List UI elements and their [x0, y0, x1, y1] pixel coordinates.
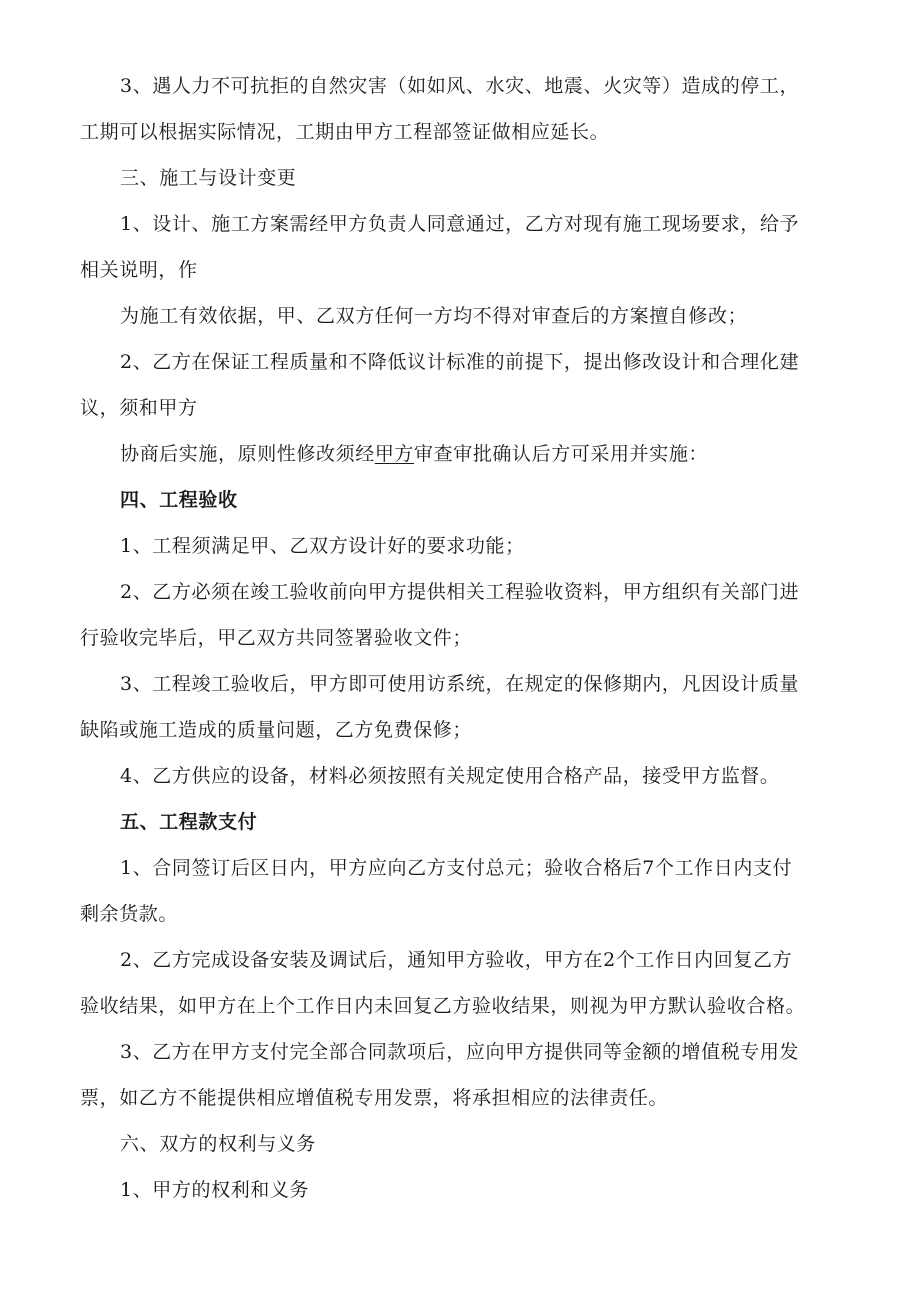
acceptance-clause-2-cont: 行验收完毕后，甲乙双方共同签署验收文件；: [80, 627, 473, 649]
clause-1-design-approval-cont2: 为施工有效依据，甲、乙双方任何一方均不得对审查后的方案擅自修改；: [120, 305, 748, 327]
underlined-party-a: 甲方: [374, 443, 415, 465]
payment-clause-1-cont: 剩余货款。: [80, 903, 179, 925]
acceptance-clause-2: 2、乙方必须在竣工验收前向甲方提供相关工程验收资料，甲方组织有关部门进: [120, 581, 800, 603]
clause-2-design-modification-cont: 议，须和甲方: [80, 397, 198, 419]
clause-1-design-approval-cont: 相关说明，作: [80, 259, 198, 281]
section-heading-construction-design-change: 三、施工与设计变更: [120, 167, 297, 189]
clause-1-design-approval: 1、设计、施工方案需经甲方负责人同意通过，乙方对现有施工现场要求，给予: [120, 213, 800, 235]
clause-3-force-majeure-cont: 工期可以根据实际情况，工期由甲方工程部签证做相应延长。: [80, 121, 610, 143]
clause-2-text-a: 协商后实施，原则性修改须经: [120, 443, 375, 465]
clause-2-design-modification: 2、乙方在保证工程质量和不降低议计标准的前提下，提出修改设计和合理化建: [120, 351, 800, 373]
acceptance-clause-3-cont: 缺陷或施工造成的质量问题，乙方免费保修；: [80, 719, 473, 741]
payment-clause-1: 1、合同签订后区日内，甲方应向乙方支付总元；验收合格后7个工作日内支付: [120, 857, 793, 879]
section-heading-payment: 五、工程款支付: [120, 811, 258, 833]
payment-clause-2-cont: 验收结果，如甲方在上个工作日内未回复乙方验收结果，则视为甲方默认验收合格。: [80, 995, 806, 1017]
acceptance-clause-1: 1、工程须满足甲、乙双方设计好的要求功能；: [120, 535, 525, 557]
acceptance-clause-3: 3、工程竣工验收后，甲方即可使用访系统，在规定的保修期内，凡因设计质量: [120, 673, 800, 695]
acceptance-clause-4: 4、乙方供应的设备，材料必须按照有关规定使用合格产品，接受甲方监督。: [120, 765, 780, 787]
clause-2-design-modification-cont2: [120, 442, 708, 466]
payment-clause-3-cont: 票，如乙方不能提供相应增值税专用发票，将承担相应的法律责任。: [80, 1087, 669, 1109]
payment-clause-2: 2、乙方完成设备安装及调试后，通知甲方验收，甲方在2个工作日内回复乙方: [120, 949, 793, 971]
clause-2-text-b: 审查审批确认后方可采用并实施：: [414, 443, 709, 465]
payment-clause-3: 3、乙方在甲方支付完全部合同款项后，应向甲方提供同等金额的增值税专用发: [120, 1041, 800, 1063]
clause-3-force-majeure: 3、遇人力不可抗拒的自然灾害（如如风、水灾、地震、火灾等）造成的停工，: [120, 75, 800, 97]
rights-clause-1-party-a: 1、甲方的权利和义务: [120, 1179, 310, 1201]
section-heading-acceptance: 四、工程验收: [120, 489, 238, 511]
section-heading-rights-obligations: 六、双方的权利与义务: [120, 1133, 317, 1155]
